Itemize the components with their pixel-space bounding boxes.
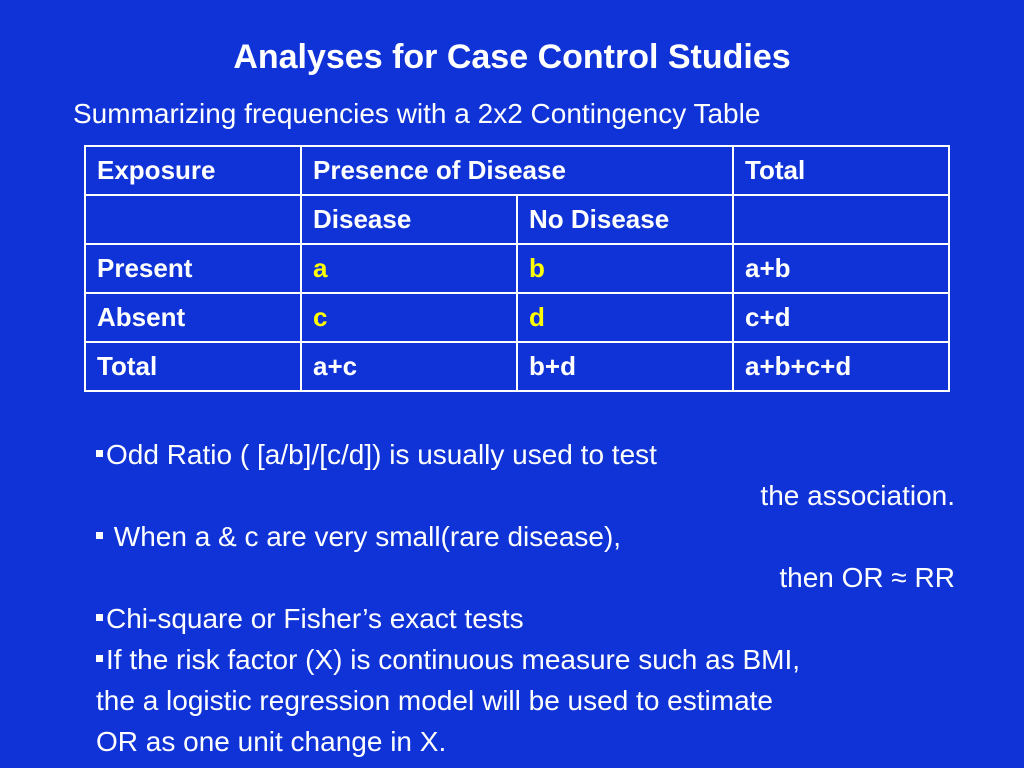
table-row-absent — [85, 293, 949, 342]
cell-b: b — [517, 244, 733, 293]
subheader-cell-disease: Disease — [301, 195, 517, 244]
square-bullet-icon — [96, 614, 103, 621]
bullet-risk-factor-line2 — [96, 680, 976, 721]
slide-title: Analyses for Case Control Studies — [233, 38, 791, 76]
bullet-text: the association. — [760, 480, 955, 511]
square-bullet-icon — [96, 532, 103, 539]
cell-c-plus-d: c+d — [733, 293, 949, 342]
bullet-text: If the risk factor (X) is continuous measure such as BMI, — [106, 644, 801, 675]
contingency-table-container — [84, 145, 950, 392]
cell-d: d — [517, 293, 733, 342]
header-cell-exposure: Exposure — [85, 146, 301, 195]
square-bullet-icon — [96, 450, 103, 457]
cell-c: c — [301, 293, 517, 342]
header-cell-presence-of-disease: Presence of Disease — [301, 146, 733, 195]
row-label-present: Present — [85, 244, 301, 293]
cell-a-plus-b: a+b — [733, 244, 949, 293]
bullet-rare-disease-continuation — [96, 557, 976, 598]
slide-subtitle: Summarizing frequencies with a 2x2 Contingency Table — [73, 98, 761, 129]
table-header-row — [85, 146, 949, 195]
subheader-cell-no-disease: No Disease — [517, 195, 733, 244]
bullet-rare-disease — [96, 516, 976, 557]
cell-a-plus-c: a+c — [301, 342, 517, 391]
header-cell-total: Total — [733, 146, 949, 195]
contingency-table — [84, 145, 950, 392]
table-row-total — [85, 342, 949, 391]
bullet-odds-ratio-continuation — [96, 475, 976, 516]
bullet-text: OR as one unit change in X. — [96, 726, 447, 757]
bullet-text: then OR ≈ RR — [779, 562, 955, 593]
bullet-chi-square — [96, 598, 976, 639]
bullet-risk-factor — [96, 639, 976, 680]
square-bullet-icon — [96, 655, 103, 662]
cell-grand-total: a+b+c+d — [733, 342, 949, 391]
row-label-absent: Absent — [85, 293, 301, 342]
cell-a: a — [301, 244, 517, 293]
table-cell — [85, 195, 301, 244]
bullet-odds-ratio — [96, 434, 976, 475]
bullet-text: the a logistic regression model will be used to estimate — [96, 685, 774, 716]
row-label-total: Total — [85, 342, 301, 391]
table-subheader-row — [85, 195, 949, 244]
table-row-present — [85, 244, 949, 293]
bullet-text: Chi-square or Fisher’s exact tests — [106, 603, 524, 634]
bullet-list — [96, 434, 976, 762]
table-cell — [733, 195, 949, 244]
cell-b-plus-d: b+d — [517, 342, 733, 391]
bullet-text: When a & c are very small(rare disease), — [106, 521, 622, 552]
bullet-risk-factor-line3 — [96, 721, 976, 762]
bullet-text: Odd Ratio ( [a/b]/[c/d]) is usually used to test — [106, 439, 657, 470]
